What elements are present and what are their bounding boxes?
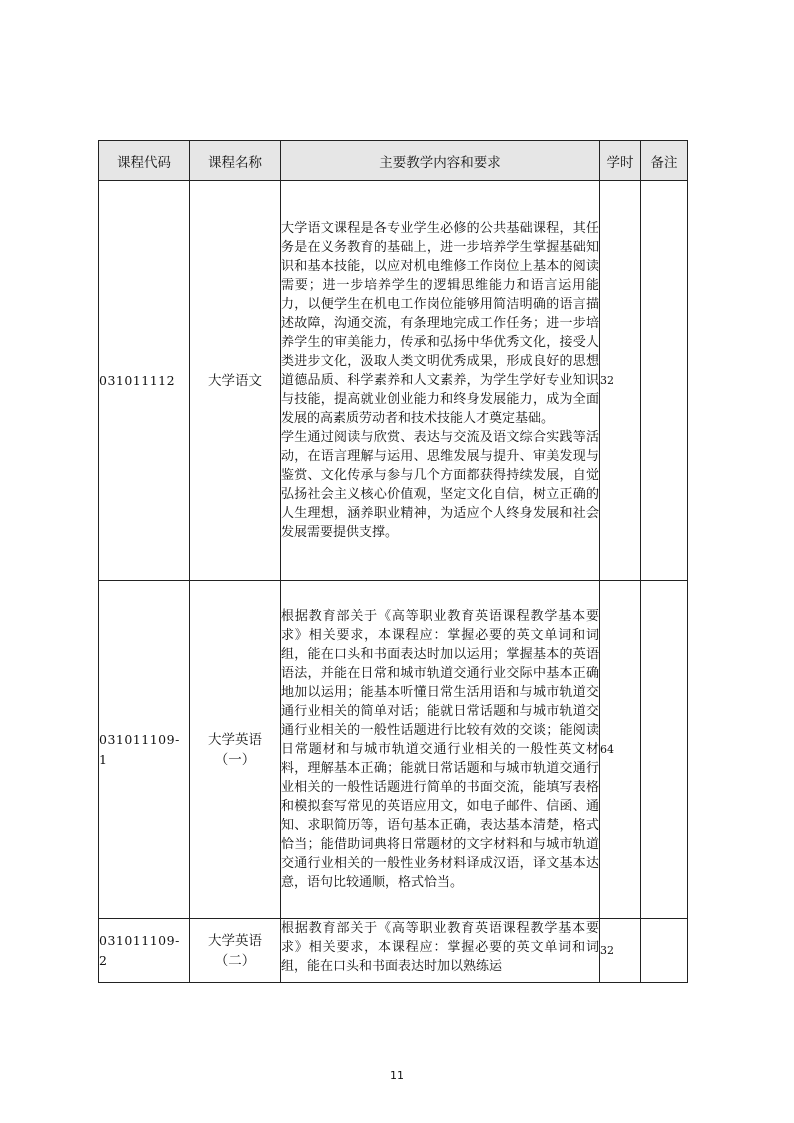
header-note: 备注 <box>641 141 688 181</box>
course-name-line: 大学英语 <box>208 932 262 949</box>
course-name <box>190 919 281 983</box>
course-code-line: 1 <box>99 751 108 767</box>
course-name-line: （一） <box>214 751 256 768</box>
header-course-name: 课程名称 <box>190 141 281 181</box>
table-row <box>99 919 688 983</box>
content-paragraph: 根据教育部关于《高等职业教育英语课程教学基本要求》相关要求，本课程应：掌握必要的英文单词和词组，能在口头和书面表达时加以熟练运 <box>281 921 599 974</box>
header-content: 主要教学内容和要求 <box>281 141 600 181</box>
course-code: 031011112 <box>99 181 190 581</box>
course-name <box>190 581 281 919</box>
course-content <box>281 581 600 919</box>
course-code-line: 2 <box>99 952 108 968</box>
course-name-line: （二） <box>214 952 256 969</box>
course-note <box>641 181 688 581</box>
course-content <box>281 919 600 983</box>
course-code <box>99 581 190 919</box>
table-row <box>99 181 688 581</box>
course-code-line: 031011109- <box>99 731 180 747</box>
course-hours: 64 <box>600 581 641 919</box>
table-row <box>99 581 688 919</box>
course-name: 大学语文 <box>190 181 281 581</box>
course-name-line: 大学英语 <box>208 731 262 748</box>
course-code-line: 031011109- <box>99 932 180 948</box>
header-hours: 学时 <box>600 141 641 181</box>
course-note <box>641 581 688 919</box>
content-paragraph: 大学语文课程是各专业学生必修的公共基础课程，其任务是在义务教育的基础上，进一步培养学生掌握基础知识和基本技能，以应对机电维修工作岗位上基本的阅读需要；进一步培养学生的逻辑思维能力和语言运用能力，以便学生在机电工作岗位能够用简洁明确的语言描述故障，沟通交流，有条理地完成工作任务；进一步培养学生的审美能力，传承和弘扬中华优秀文化，接受人类进步文化，汲取人类文明优秀成果，形成良好的思想道德品质、科学素养和人文素养，为学生学好专业知识与技能，提高就业创业能力和终身发展能力，成为全面发展的高素质劳动者和技术技能人才奠定基础。 <box>281 221 599 426</box>
course-hours: 32 <box>600 919 641 983</box>
course-note <box>641 919 688 983</box>
content-paragraph: 学生通过阅读与欣赏、表达与交流及语文综合实践等活动，在语言理解与运用、思维发展与提升、审美发现与鉴赏、文化传承与参与几个方面都获得持续发展，自觉弘扬社会主义核心价值观，坚定文化自信，树立正确的人生理想，涵养职业精神，为适应个人终身发展和社会发展需要提供支撑。 <box>281 430 599 540</box>
header-course-code: 课程代码 <box>99 141 190 181</box>
course-code <box>99 919 190 983</box>
content-paragraph: 根据教育部关于《高等职业教育英语课程教学基本要求》相关要求，本课程应：掌握必要的英文单词和词组，能在口头和书面表达时加以运用；掌握基本的英语语法，并能在日常和城市轨道交通行业交际中基本正确地加以运用；能基本听懂日常生活用语和与城市轨道交通行业相关的简单对话；能就日常话题和与城市轨道交通行业相关的一般性话题进行比较有效的交谈；能阅读日常题材和与城市轨道交通行业相关的一般性英文材料，理解基本正确；能就日常话题和与城市轨道交通行业相关的一般性话题进行简单的书面交流，能填写表格和模拟套写常见的英语应用文，如电子邮件、信函、通知、求职简历等，语句基本正确，表达基本清楚，格式恰当；能借助词典将日常题材的文字材料和与城市轨道交通行业相关的一般性业务材料译成汉语，译文基本达意，语句比较通顺，格式恰当。 <box>281 609 599 890</box>
course-table <box>98 140 688 983</box>
content-clip <box>281 919 599 982</box>
table-header-row <box>99 141 688 181</box>
course-hours: 32 <box>600 181 641 581</box>
page-number: 11 <box>390 1069 404 1082</box>
course-content <box>281 181 600 581</box>
